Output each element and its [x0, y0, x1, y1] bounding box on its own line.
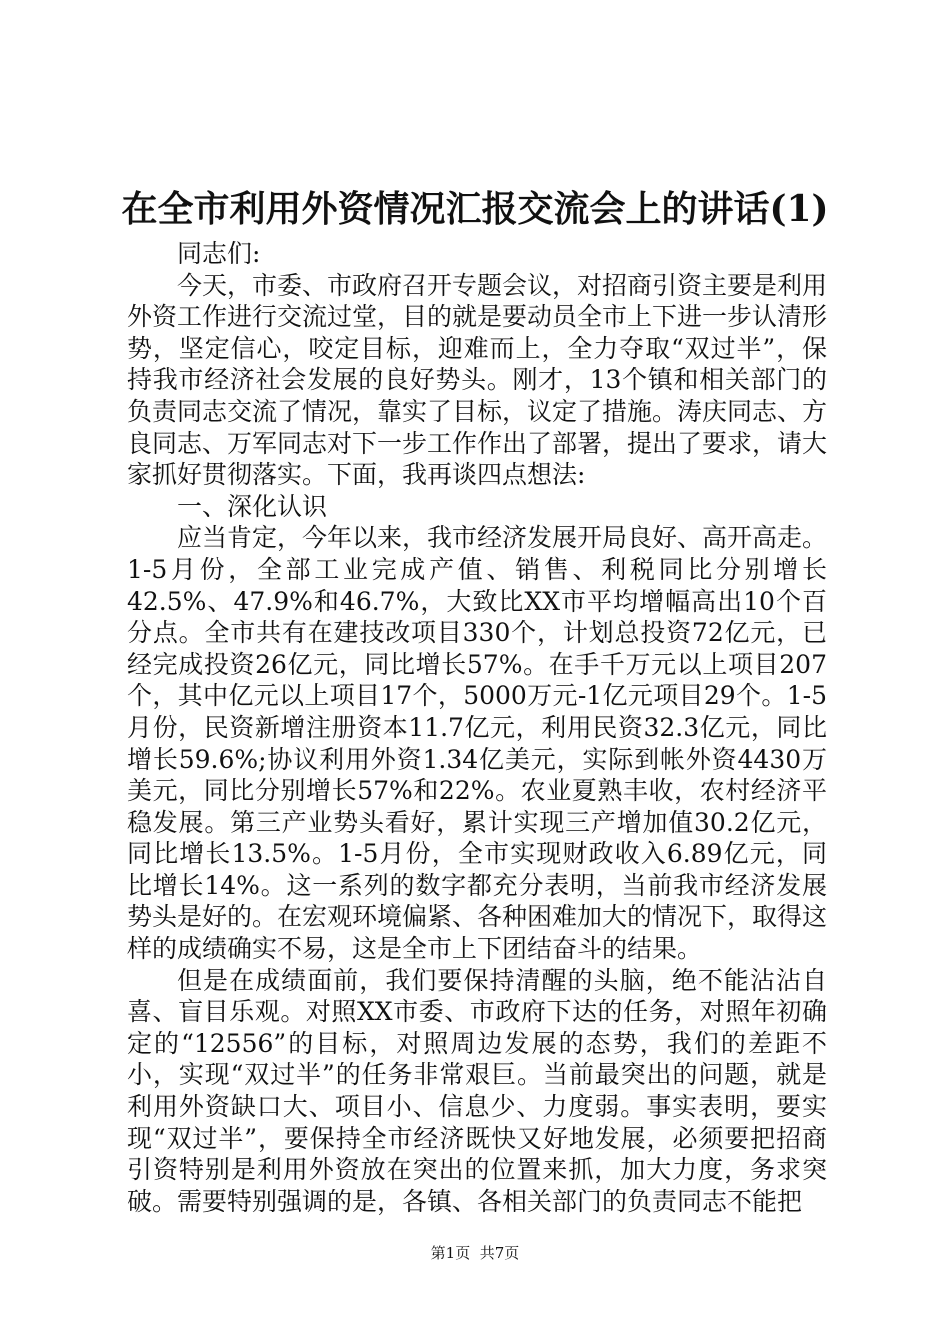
- paragraph-achievements: 应当肯定，今年以来，我市经济发展开局良好、高开高走。1-5月份，全部工业完成产值、销售、利税同比分别增长42.5%、47.9%和46.7%，大致比XX市平均增幅高出10个百分点。全市共有在建技改项目330个，计划总投资72亿元，已经完成投资26亿元，同比增长57%。在手千万元以上项目207个，其中亿元以上项目17个，5000万元-1亿元项目29个。1-5月份，民资新增注册资本11.7亿元，利用民资32.3亿元，同比增长59.6%;协议利用外资1.34亿美元，实际到帐外资4430万美元，同比分别增长57%和22%。农业夏熟丰收，农村经济平稳发展。第三产业势头看好，累计实现三产增加值30.2亿元，同比增长13.5%。1-5月份，全市实现财政收入6.89亿元，同比增长14%。这一系列的数字都充分表明，当前我市经济发展势头是好的。在宏观环境偏紧、各种困难加大的情况下，取得这样的成绩确实不易，这是全市上下团结奋斗的结果。: [127, 523, 828, 964]
- paragraph-intro: 今天，市委、市政府召开专题会议，对招商引资主要是利用外资工作进行交流过堂，目的就是要动员全市上下进一步认清形势，坚定信心，咬定目标，迎难而上，全力夺取“双过半”，保持我市经济社会发展的良好势头。刚才，13个镇和相关部门的负责同志交流了情况，靠实了目标，议定了措施。涛庆同志、方良同志、万军同志对下一步工作作出了部署，提出了要求，请大家抓好贯彻落实。下面，我再谈四点想法:: [127, 270, 828, 490]
- section-heading: 一、深化认识: [177, 491, 328, 521]
- page-number: 第1页: [430, 1244, 471, 1262]
- page-total: 共7页: [479, 1244, 520, 1262]
- document-body: [127, 238, 827, 1217]
- page-footer: [0, 1243, 950, 1263]
- paragraph-challenges: 但是在成绩面前，我们要保持清醒的头脑，绝不能沾沾自喜、盲目乐观。对照XX市委、市政府下达的任务，对照年初确定的“12556”的目标，对照周边发展的态势，我们的差距不小，实现“双过半”的任务非常艰巨。当前最突出的问题，就是利用外资缺口大、项目小、信息少、力度弱。事实表明，要实现“双过半”，要保持全市经济既快又好地发展，必须要把招商引资特别是利用外资放在突出的位置来抓，加大力度，务求突破。需要特别强调的是，各镇、各相关部门的负责同志不能把: [127, 965, 827, 1216]
- document-title: 在全市利用外资情况汇报交流会上的讲话(1): [121, 188, 829, 230]
- salutation: 同志们:: [177, 239, 261, 268]
